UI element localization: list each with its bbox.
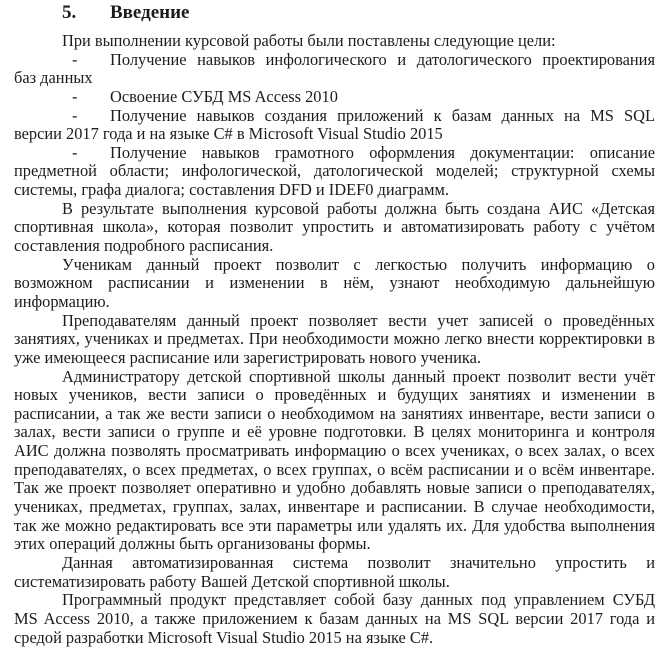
line-text: Получение навыков грамотного оформления документации: описание [110, 143, 655, 162]
paragraph [14, 368, 655, 554]
text-line [14, 330, 655, 349]
text-line [14, 274, 655, 293]
line-text: учениках, предметах, группах, залах, инвентаре и расписании. В случае необходимости, [14, 498, 655, 517]
text-line [14, 69, 655, 88]
text-line [14, 312, 655, 331]
line-text: средой разработки Microsoft Visual Studio 2015 на языке C#. [14, 627, 434, 647]
line-text: этих операций должны быть организованы формы. [14, 534, 371, 554]
text-line [14, 200, 655, 219]
bullet-marker: - [72, 86, 78, 106]
text-line [14, 517, 655, 536]
section-title: Введение [110, 2, 190, 23]
paragraph [14, 256, 655, 312]
line-text: MS Access 2010, а также приложением к базам данных на MS SQL версии 2017 года и [14, 609, 655, 628]
section-number: 5. [62, 2, 77, 23]
line-text: системы, графа диалога; составления DFD и IDEF0 диаграмм. [14, 180, 449, 200]
line-text: В результате выполнения курсовой работы должна быть создана АИС «Детская [62, 199, 655, 218]
line-text: Программный продукт представляет собой базу данных под управлением СУБД [62, 591, 655, 610]
line-text: залах, вести записи о группе и её уровне подготовки. В целях мониторинга и контроля [14, 423, 655, 442]
line-text: Так же проект позволяет оперативно и удобно добавлять новые записи о преподавателях, [14, 479, 655, 498]
text-line [14, 162, 655, 181]
line-text: уже имеющееся расписание или зарегистрировать нового ученика. [14, 347, 481, 367]
line-text: новых учеников, вести записи о проведённых и будущих занятиях и изменении в [14, 386, 655, 405]
text-line [14, 32, 655, 51]
line-text: расписании, а так же вести записи о необходимом на занятиях инвентаре, вести записи о [14, 404, 655, 423]
line-text: возможном расписании и изменении в нём, узнают необходимую дальнейшую [14, 274, 655, 293]
text-line [14, 591, 655, 610]
line-text: Получение навыков инфологического и датологического проектирования [110, 50, 655, 69]
paragraph [14, 32, 655, 51]
text-line [14, 423, 655, 442]
line-text: версии 2017 года и на языке C# в Microsoft Visual Studio 2015 [14, 124, 443, 144]
text-line [14, 405, 655, 424]
text-line [14, 442, 655, 461]
text-line [14, 629, 655, 648]
text-line [14, 237, 655, 256]
text-line [14, 218, 655, 237]
line-text: баз данных [14, 68, 93, 88]
text-line [14, 51, 655, 70]
bullet-item [14, 88, 655, 107]
line-text: спортивная школа», которая позволит упростить и автоматизировать работу с учётом [14, 218, 655, 237]
line-text: систематизировать работу Вашей Детской спортивной школы. [14, 571, 450, 591]
line-text: так же можно редактировать все эти параметры или удалять их. Для удобства выполнения [14, 516, 655, 535]
bullet-marker: - [72, 50, 78, 69]
text-line [14, 610, 655, 629]
text-line [14, 479, 655, 498]
line-text: составления подробного расписания. [14, 236, 274, 256]
text-line [14, 107, 655, 126]
text-line [14, 125, 655, 144]
bullet-item [14, 107, 655, 144]
line-text: занятиях, учениках и предметах. При необходимости можно легко внести корректировки в [14, 330, 655, 349]
text-line [14, 573, 655, 592]
text-line [14, 386, 655, 405]
text-line [14, 293, 655, 312]
line-text: Ученикам данный проект позволит с легкостью получить информацию о [62, 255, 655, 274]
paragraph [14, 312, 655, 368]
paragraph [14, 200, 655, 256]
text-line [14, 368, 655, 387]
bullet-marker: - [72, 106, 78, 125]
line-text: Получение навыков создания приложений к базам данных на MS SQL [110, 106, 655, 125]
line-text: Преподавателям данный проект позволяет вести учет записей о проведённых [62, 311, 655, 330]
line-text: предметной области; инфологической, датологической моделей; структурной схемы [14, 162, 655, 181]
line-text: При выполнении курсовой работы были поставлены следующие цели: [62, 31, 556, 50]
text-line [14, 554, 655, 573]
line-text: Освоение СУБД MS Access 2010 [110, 86, 338, 106]
line-text: преподавателях, о всех предметах, о всех группах, о всём расписании и о всём инвентаре. [14, 460, 655, 479]
paragraph [14, 591, 655, 647]
line-text: Администратору детской спортивной школы данный проект позволит вести учёт [62, 367, 655, 386]
text-line [14, 498, 655, 517]
line-text: АИС должна позволять просматривать информацию о всех учениках, о всех залах, о всех [14, 442, 655, 461]
line-text: Данная автоматизированная система позволит значительно упростить и [62, 553, 655, 572]
bullet-marker: - [72, 143, 78, 162]
body-text [14, 32, 655, 647]
text-line [14, 88, 655, 107]
bullet-item [14, 144, 655, 200]
text-line [14, 349, 655, 368]
text-line [14, 461, 655, 480]
bullet-item [14, 51, 655, 88]
text-line [14, 256, 655, 275]
text-line [14, 144, 655, 163]
text-line [14, 181, 655, 200]
text-line [14, 535, 655, 554]
paragraph [14, 554, 655, 591]
line-text: информацию. [14, 291, 110, 311]
